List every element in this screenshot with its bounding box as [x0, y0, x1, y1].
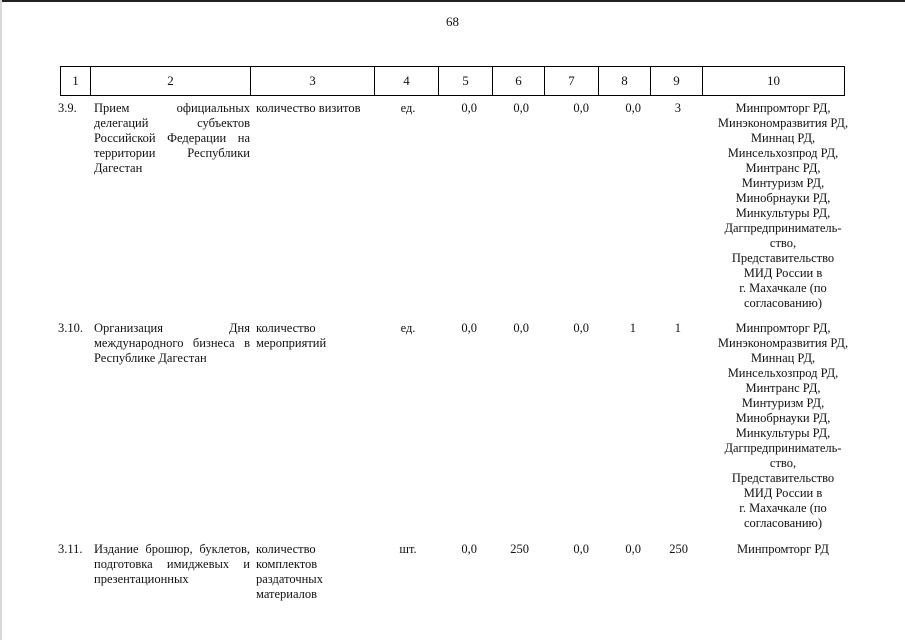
executor-line: Дагпредприниматель-	[724, 221, 842, 235]
row-number: 3.9.	[58, 101, 77, 115]
value-col-5: 0,0	[461, 542, 477, 556]
value-col-6: 250	[510, 542, 529, 556]
executor-line: ство,	[769, 456, 797, 470]
value-col-5: 0,0	[461, 101, 477, 115]
value-col-8: 0,0	[625, 542, 641, 556]
header-col-7: 7	[544, 67, 598, 95]
executor-line: Минпромторг РД	[737, 542, 829, 556]
measure-name: Прием официальных делегаций субъектов Российской Федерации на территории Республики Дагестан	[94, 101, 250, 175]
value-col-8: 0,0	[625, 101, 641, 115]
executor-line: Минпромторг РД,	[735, 101, 831, 115]
row-number: 3.11.	[58, 542, 83, 556]
executor-line: МИД России в	[743, 486, 823, 500]
indicator: количество комплектов раздаточных материалов	[256, 542, 323, 601]
unit: ед.	[400, 101, 416, 115]
executor-line: г. Махачкале (по	[739, 501, 827, 515]
value-col-6: 0,0	[513, 321, 529, 335]
value-col-9: 250	[669, 542, 688, 556]
executor-line: Минкультуры РД,	[735, 206, 831, 220]
executor-line: согласованию)	[743, 296, 823, 310]
executor-line: Минпромторг РД,	[735, 321, 831, 335]
header-col-8: 8	[598, 67, 650, 95]
executor-line: Представительство	[731, 251, 835, 265]
value-col-8: 1	[629, 321, 636, 335]
executor-line: г. Махачкале (по	[739, 281, 827, 295]
table-header	[60, 66, 845, 96]
measure-name: Издание брошюр, буклетов, подготовка имиджевых и презентационных	[94, 542, 250, 586]
executor-line: Миннац РД,	[750, 131, 816, 145]
executor-line: Минсельхозпрод РД,	[727, 366, 839, 380]
executor-line: Минобрнауки РД,	[735, 411, 831, 425]
left-margin-line	[0, 0, 2, 640]
indicator: количество визитов	[256, 101, 361, 115]
header-col-9: 9	[650, 67, 702, 95]
header-col-2: 2	[90, 67, 250, 95]
value-col-9: 3	[674, 101, 681, 115]
header-col-6: 6	[492, 67, 544, 95]
value-col-5: 0,0	[461, 321, 477, 335]
unit: ед.	[400, 321, 416, 335]
executors	[702, 542, 864, 557]
executor-line: Минкультуры РД,	[735, 426, 831, 440]
indicator: количество мероприятий	[256, 321, 327, 350]
executor-line: согласованию)	[743, 516, 823, 530]
unit: шт.	[399, 542, 417, 556]
executor-line: Минтуризм РД,	[741, 396, 825, 410]
value-col-7: 0,0	[573, 542, 589, 556]
executor-line: Минобрнауки РД,	[735, 191, 831, 205]
top-border	[0, 0, 905, 2]
executor-line: Минэкономразвития РД,	[717, 116, 849, 130]
executor-line: Дагпредприниматель-	[724, 441, 842, 455]
executor-line: Миннац РД,	[750, 351, 816, 365]
value-col-6: 0,0	[513, 101, 529, 115]
row-number: 3.10.	[58, 321, 83, 335]
header-col-10: 10	[702, 67, 845, 95]
executors	[702, 101, 864, 311]
executor-line: Минтранс РД,	[745, 381, 821, 395]
executor-line: Минтранс РД,	[745, 161, 821, 175]
executor-line: ство,	[769, 236, 797, 250]
executor-line: Минсельхозпрод РД,	[727, 146, 839, 160]
executors	[702, 321, 864, 531]
value-col-9: 1	[674, 321, 681, 335]
header-col-3: 3	[250, 67, 374, 95]
header-col-4: 4	[374, 67, 438, 95]
header-col-1: 1	[60, 67, 90, 95]
executor-line: МИД России в	[743, 266, 823, 280]
value-col-7: 0,0	[573, 321, 589, 335]
measure-name: Организация Дня международного бизнеса в Республике Дагестан	[94, 321, 250, 365]
executor-line: Минтуризм РД,	[741, 176, 825, 190]
executor-line: Минэкономразвития РД,	[717, 336, 849, 350]
page-number: 68	[446, 14, 459, 29]
executor-line: Представительство	[731, 471, 835, 485]
value-col-7: 0,0	[573, 101, 589, 115]
header-col-5: 5	[438, 67, 492, 95]
